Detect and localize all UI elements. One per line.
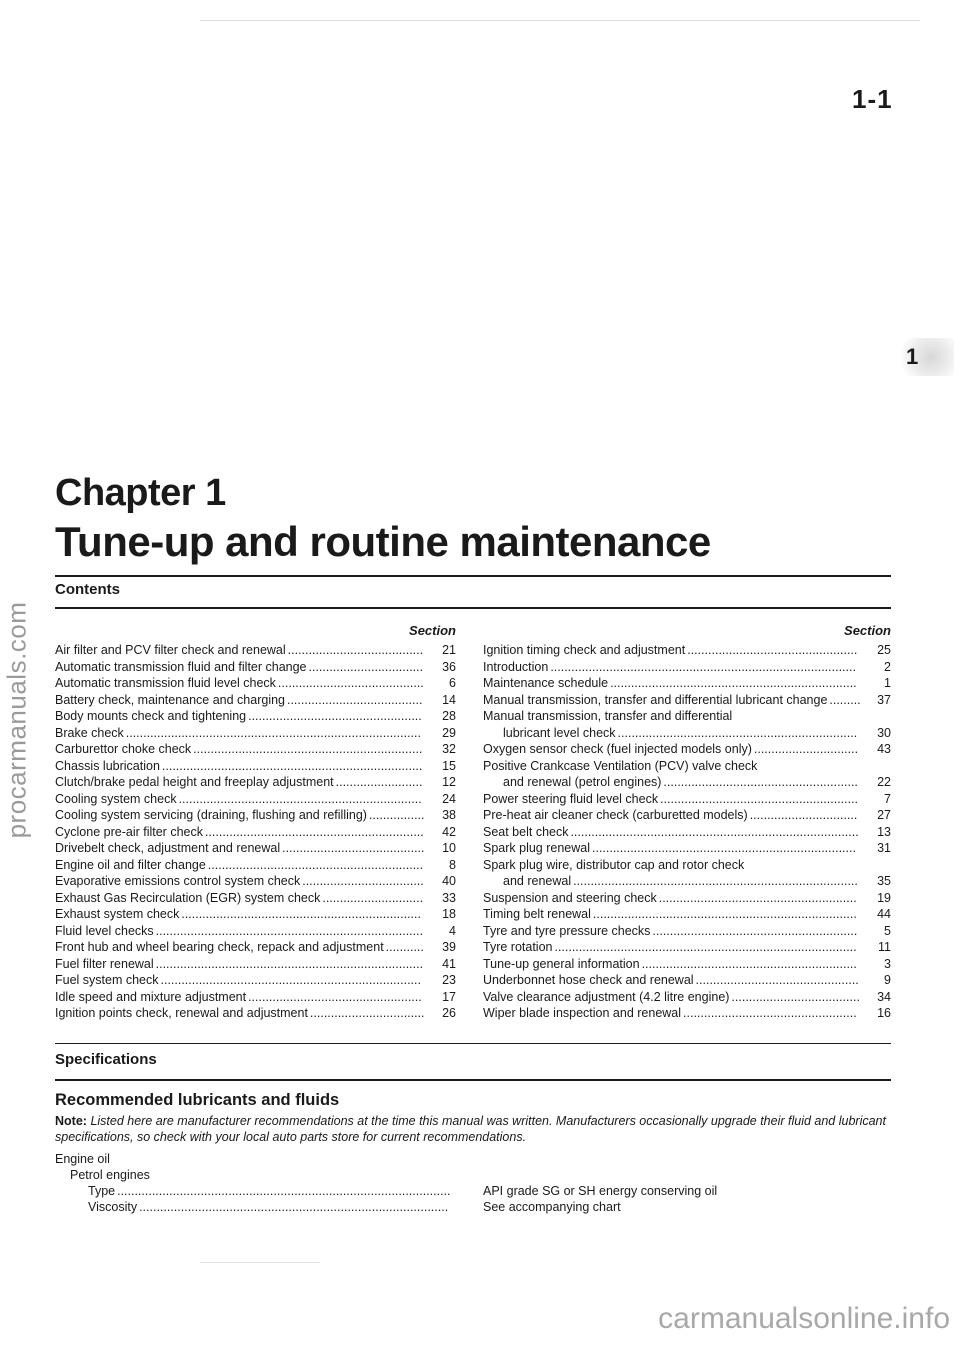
toc-entry-label: Power steering fluid level check xyxy=(483,791,659,806)
toc-section-number: 43 xyxy=(877,742,891,756)
toc-entry xyxy=(55,659,456,676)
toc-dot-leader: .............................. xyxy=(753,742,859,756)
toc-section-number: 40 xyxy=(442,874,456,888)
toc-dot-leader: ................................... xyxy=(302,874,424,888)
toc-entry-label: and renewal xyxy=(503,874,572,888)
toc-entry xyxy=(483,725,891,742)
petrol-engines-label: Petrol engines xyxy=(70,1168,150,1182)
toc-section-number: 29 xyxy=(442,725,456,740)
toc-entry xyxy=(483,939,891,956)
toc-dot-leader: ............................. xyxy=(322,890,424,905)
toc-entry xyxy=(55,989,456,1006)
spec-label: Type xyxy=(88,1184,116,1198)
toc-entry-label: Manual transmission, transfer and differential xyxy=(483,709,733,723)
toc-entry xyxy=(55,857,456,874)
toc-entry xyxy=(483,857,891,874)
toc-entry xyxy=(483,824,891,841)
toc-dot-leader: ............................................................................ xyxy=(592,841,856,855)
toc-section-number: 36 xyxy=(442,659,456,674)
toc-section-number: 11 xyxy=(878,940,891,954)
toc-section-number: 4 xyxy=(449,923,456,938)
toc-dot-leader: ............................................................................. xyxy=(155,956,424,971)
toc-dot-leader: ............................................................... xyxy=(204,824,424,839)
toc-entry xyxy=(483,692,891,709)
toc-entry xyxy=(55,939,456,956)
toc-entry xyxy=(55,1005,456,1022)
toc-entry-label: Front hub and wheel bearing check, repack and adjustment xyxy=(55,940,384,954)
toc-entry-label: Cooling system check xyxy=(55,791,177,806)
toc-entry-label: Exhaust system check xyxy=(55,907,180,921)
toc-entry-label: lubricant level check xyxy=(503,725,616,740)
toc-dot-leader: ......................................................... xyxy=(660,791,859,806)
spec-row xyxy=(88,1199,888,1215)
contents-right-column xyxy=(483,642,891,1022)
rule-contents-top xyxy=(55,575,891,577)
right-column-header: Section xyxy=(844,623,891,638)
engine-oil-label: Engine oil xyxy=(55,1152,110,1166)
toc-section-number: 1 xyxy=(884,676,891,690)
toc-entry-label: Automatic transmission fluid level check xyxy=(55,676,276,690)
toc-section-number: 6 xyxy=(449,676,456,690)
toc-entry-label: Exhaust Gas Recirculation (EGR) system check xyxy=(55,890,321,905)
toc-section-number: 23 xyxy=(442,973,456,987)
toc-entry xyxy=(483,972,891,989)
toc-entry xyxy=(483,708,891,725)
toc-dot-leader: .................................................. xyxy=(248,989,422,1004)
toc-section-number: 26 xyxy=(442,1006,456,1020)
toc-section-number: 30 xyxy=(877,725,891,740)
toc-entry xyxy=(55,923,456,940)
chapter-label: Chapter 1 xyxy=(55,472,226,514)
toc-entry xyxy=(55,956,456,973)
toc-dot-leader: .............................................................. xyxy=(641,956,857,971)
toc-section-number: 17 xyxy=(442,989,456,1004)
toc-entry xyxy=(483,923,891,940)
toc-entry-label: Clutch/brake pedal height and freeplay adjustment xyxy=(55,775,334,789)
toc-dot-leader: ................................. xyxy=(308,659,424,674)
note-text: Listed here are manufacturer recommendations at the time this manual was written. Manufacturers occasionally upgrade their fluid and lubricant specifications, so check with your local auto parts store for current recommendations. xyxy=(55,1114,886,1144)
toc-entry-label: Body mounts check and tightening xyxy=(55,709,247,723)
toc-entry xyxy=(55,675,456,692)
toc-entry xyxy=(483,741,891,758)
toc-dot-leader: .................................................. xyxy=(248,709,422,723)
toc-section-number: 12 xyxy=(442,775,456,789)
toc-dot-leader: .................................................. xyxy=(683,1006,857,1020)
toc-section-number: 3 xyxy=(884,956,891,971)
toc-entry-label: Air filter and PCV filter check and renewal xyxy=(55,643,286,657)
toc-entry-label: Tyre and tyre pressure checks xyxy=(483,923,651,938)
chapter-tab-marker: 1 xyxy=(896,338,954,376)
toc-dot-leader: .............................................................. xyxy=(207,857,424,872)
toc-dot-leader: ..................................................................................... xyxy=(125,725,421,740)
chapter-title: Tune-up and routine maintenance xyxy=(55,518,711,565)
note-label: Note: xyxy=(55,1114,87,1128)
toc-dot-leader: ....................................................................................... xyxy=(554,940,857,954)
toc-entry xyxy=(483,906,891,923)
toc-dot-leader: ........................................................................................ xyxy=(550,659,856,674)
specifications-note xyxy=(55,1113,891,1145)
toc-entry xyxy=(55,774,456,791)
toc-section-number: 28 xyxy=(442,709,456,723)
toc-dot-leader: ......................................................... xyxy=(658,890,857,905)
toc-entry-label: Pre-heat air cleaner check (carburetted models) xyxy=(483,808,748,822)
toc-dot-leader: ................................. xyxy=(309,1006,425,1020)
toc-entry-label: Cyclone pre-air filter check xyxy=(55,824,203,839)
specifications-heading: Specifications xyxy=(55,1051,157,1068)
toc-section-number: 25 xyxy=(877,643,891,657)
rule-specifications-bottom xyxy=(55,1079,891,1081)
toc-entry-label: Battery check, maintenance and charging xyxy=(55,692,285,707)
toc-entry-label: Valve clearance adjustment (4.2 litre engine) xyxy=(483,989,730,1004)
toc-dot-leader: ....................................... xyxy=(287,643,424,657)
toc-entry-label: Tune-up general information xyxy=(483,956,640,971)
toc-entry-label: Fluid level checks xyxy=(55,923,154,938)
toc-dot-leader: ..................................... xyxy=(731,989,860,1004)
toc-section-number: 14 xyxy=(442,692,456,707)
toc-dot-leader: ....................................................................... xyxy=(610,676,857,690)
toc-section-number: 33 xyxy=(442,890,456,905)
toc-entry xyxy=(55,906,456,923)
toc-entry-label: Fuel filter renewal xyxy=(55,956,154,971)
toc-entry xyxy=(55,972,456,989)
spec-label: Viscosity xyxy=(88,1200,138,1214)
contents-heading: Contents xyxy=(55,581,120,598)
toc-section-number: 19 xyxy=(877,890,891,905)
left-column-header: Section xyxy=(409,623,456,638)
toc-entry xyxy=(55,642,456,659)
toc-section-number: 2 xyxy=(884,659,891,674)
toc-section-number: 35 xyxy=(877,874,891,888)
rule-contents-bottom xyxy=(55,607,891,609)
toc-section-number: 24 xyxy=(442,791,456,806)
toc-entry xyxy=(55,725,456,742)
toc-dot-leader: ........... xyxy=(385,940,424,954)
toc-entry-label: Seat belt check xyxy=(483,824,569,839)
toc-section-number: 31 xyxy=(877,841,891,855)
toc-entry xyxy=(55,791,456,808)
toc-entry-label: Spark plug wire, distributor cap and rotor check xyxy=(483,857,745,872)
toc-dot-leader: ............................................... xyxy=(695,973,859,987)
toc-section-number: 34 xyxy=(877,989,891,1004)
rule-specifications-top xyxy=(55,1043,891,1044)
toc-entry-label: Carburettor choke check xyxy=(55,742,192,756)
toc-section-number: 37 xyxy=(877,692,891,707)
toc-dot-leader: ..................................................................... xyxy=(617,725,858,740)
toc-entry-label: Wiper blade inspection and renewal xyxy=(483,1006,682,1020)
toc-entry-label: Positive Crankcase Ventilation (PCV) valve check xyxy=(483,758,758,773)
toc-dot-leader: ................................................. xyxy=(687,643,858,657)
toc-entry xyxy=(483,807,891,824)
toc-dot-leader: ...................................................................... xyxy=(178,791,422,806)
toc-dot-leader: ......................................... xyxy=(282,841,425,855)
toc-entry-label: Automatic transmission fluid and filter change xyxy=(55,659,307,674)
toc-entry-label: Idle speed and mixture adjustment xyxy=(55,989,247,1004)
toc-entry-label: Fuel system check xyxy=(55,973,159,987)
toc-entry-label: Tyre rotation xyxy=(483,940,553,954)
toc-entry-label: Oxygen sensor check (fuel injected models only) xyxy=(483,742,752,756)
toc-entry-label: Drivebelt check, adjustment and renewal xyxy=(55,841,281,855)
contents-left-column xyxy=(55,642,456,1022)
toc-entry xyxy=(55,758,456,775)
toc-section-number: 27 xyxy=(877,808,891,822)
watermark-left xyxy=(0,560,34,880)
toc-section-number: 41 xyxy=(442,956,456,971)
toc-dot-leader: ......... xyxy=(829,692,861,707)
toc-dot-leader: ............................................................................ xyxy=(592,907,857,921)
toc-section-number: 9 xyxy=(884,973,891,987)
toc-entry xyxy=(483,989,891,1006)
toc-entry xyxy=(483,774,891,791)
toc-entry-label: Engine oil and filter change xyxy=(55,857,206,872)
toc-section-number: 42 xyxy=(442,824,456,839)
toc-entry xyxy=(55,890,456,907)
toc-section-number: 10 xyxy=(442,841,456,855)
toc-section-number: 38 xyxy=(442,808,456,822)
toc-entry-label: Suspension and steering check xyxy=(483,890,657,905)
toc-entry xyxy=(55,873,456,890)
toc-section-number: 39 xyxy=(442,940,456,954)
toc-entry-label: Manual transmission, transfer and differential lubricant change xyxy=(483,692,828,707)
toc-entry xyxy=(483,675,891,692)
toc-dot-leader: ........................................................... xyxy=(652,923,858,938)
toc-entry-label: Cooling system servicing (draining, flushing and refilling) xyxy=(55,808,367,822)
toc-section-number: 8 xyxy=(449,857,456,872)
toc-entry xyxy=(55,741,456,758)
toc-entry-label: Underbonnet hose check and renewal xyxy=(483,973,694,987)
scan-artifact-bottom xyxy=(200,1262,320,1263)
toc-entry xyxy=(55,708,456,725)
toc-dot-leader: ........................................................................... xyxy=(160,973,421,987)
scan-artifact-top xyxy=(200,20,920,21)
toc-entry-label: Timing belt renewal xyxy=(483,907,591,921)
toc-section-number: 44 xyxy=(877,907,891,921)
specifications-subheading: Recommended lubricants and fluids xyxy=(55,1091,340,1109)
toc-entry xyxy=(55,824,456,841)
toc-entry-label: Ignition timing check and adjustment xyxy=(483,643,686,657)
spec-dot-leader: ................................................................................................ xyxy=(117,1184,451,1198)
toc-entry xyxy=(483,956,891,973)
toc-dot-leader: ............................................................................. xyxy=(155,923,424,938)
toc-dot-leader: ......................... xyxy=(335,775,423,789)
toc-entry-label: Chassis lubrication xyxy=(55,758,160,773)
watermark-bottom: carmanualsonline.info xyxy=(658,1302,950,1335)
toc-entry-label: Evaporative emissions control system check xyxy=(55,874,301,888)
toc-dot-leader: .................................................................. xyxy=(193,742,423,756)
toc-entry-label: Ignition points check, renewal and adjustment xyxy=(55,1006,308,1020)
spec-row xyxy=(88,1183,888,1199)
toc-dot-leader: ........................................................ xyxy=(663,775,858,789)
toc-dot-leader: ........................................................................... xyxy=(161,758,423,773)
spec-value: See accompanying chart xyxy=(483,1200,621,1214)
toc-entry xyxy=(55,840,456,857)
watermark-left-text: procarmanuals.com xyxy=(1,601,32,839)
toc-entry xyxy=(55,807,456,824)
toc-section-number: 21 xyxy=(442,643,456,657)
spec-dot-leader: ......................................................................................... xyxy=(139,1200,449,1214)
toc-entry xyxy=(483,873,891,890)
toc-dot-leader: .................................................................................. xyxy=(573,874,858,888)
toc-entry xyxy=(483,758,891,775)
toc-entry xyxy=(483,890,891,907)
toc-dot-leader: ..................................................................... xyxy=(181,907,421,921)
toc-section-number: 5 xyxy=(884,923,891,938)
toc-section-number: 7 xyxy=(884,791,891,806)
toc-entry xyxy=(483,840,891,857)
toc-dot-leader: ....................................... xyxy=(286,692,423,707)
toc-entry-label: Introduction xyxy=(483,659,549,674)
toc-entry xyxy=(483,642,891,659)
toc-dot-leader: ............................... xyxy=(749,808,858,822)
spec-value: API grade SG or SH energy conserving oil xyxy=(483,1184,718,1198)
toc-section-number: 18 xyxy=(442,907,456,921)
toc-section-number: 22 xyxy=(877,775,891,789)
toc-section-number: 16 xyxy=(877,1006,891,1020)
toc-section-number: 13 xyxy=(877,824,891,839)
toc-entry xyxy=(483,791,891,808)
toc-dot-leader: .......................................... xyxy=(277,676,424,690)
toc-dot-leader: ................................................................................... xyxy=(570,824,859,839)
toc-entry-label: Maintenance schedule xyxy=(483,676,609,690)
toc-section-number: 32 xyxy=(442,742,456,756)
toc-entry-label: Spark plug renewal xyxy=(483,841,591,855)
toc-entry-label: Brake check xyxy=(55,725,124,740)
toc-entry xyxy=(483,659,891,676)
toc-entry xyxy=(483,1005,891,1022)
toc-entry xyxy=(55,692,456,709)
page-number: 1-1 xyxy=(852,84,893,114)
toc-dot-leader: ................ xyxy=(368,808,425,822)
toc-section-number: 15 xyxy=(442,758,456,773)
toc-entry-label: and renewal (petrol engines) xyxy=(503,775,662,789)
